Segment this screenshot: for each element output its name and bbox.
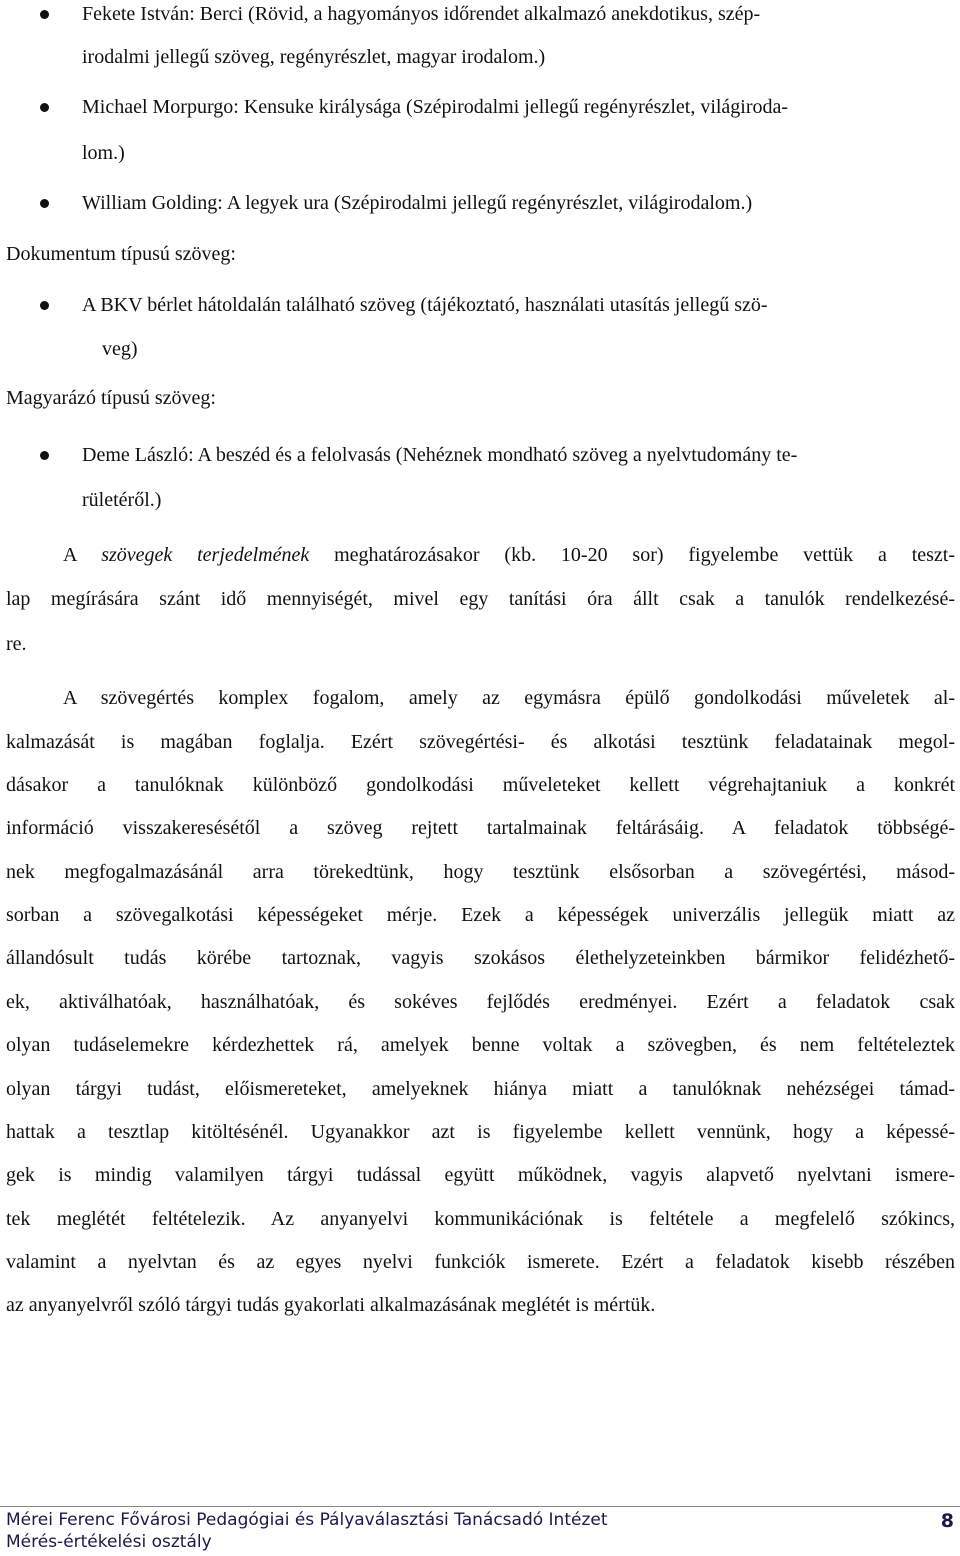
bullet-dot xyxy=(40,10,49,19)
paragraph-length-line3: re. xyxy=(6,633,27,655)
list-item-deme-line2: rületéről.) xyxy=(82,489,162,511)
paragraph-line: hattak a tesztlap kitöltésénél. Ugyanakkor azt is figyelembe kellett vennünk, hogy a képessé- xyxy=(6,1121,955,1143)
paragraph-line: A szövegértés komplex fogalom, amely az egymásra épülő gondolkodási műveletek al- xyxy=(63,687,955,709)
list-item-bkv-line1: A BKV bérlet hátoldalán található szöveg (tájékoztató, használati utasítás jellegű szö- xyxy=(82,294,768,316)
paragraph-line: dásakor a tanulóknak különböző gondolkodási műveleteket kellett végrehajtaniuk a konkrét xyxy=(6,774,955,796)
paragraph-line: nek megfogalmazásánál arra törekedtünk, hogy tesztünk elsősorban a szövegértési, másod- xyxy=(6,861,955,883)
paragraph-line: valamint a nyelvtan és az egyes nyelvi funkciók ismerete. Ezért a feladatok kisebb részében xyxy=(6,1251,955,1273)
italic-term: szövegek terjedelmének xyxy=(101,544,310,566)
bullet-dot xyxy=(40,103,49,112)
list-item-golding: William Golding: A legyek ura (Szépirodalmi jellegű regényrészlet, világirodalom.) xyxy=(82,192,753,214)
paragraph-line: gek is mindig valamilyen tárgyi tudással együtt működnek, vagyis alapvető nyelvtani ismere- xyxy=(6,1164,955,1186)
list-item-kensuke-line2: lom.) xyxy=(82,142,125,164)
paragraph-line: olyan tudáselemekre kérdezhettek rá, amelyek benne voltak a szövegben, és nem feltételeztek xyxy=(6,1034,955,1056)
list-item-bkv-line2: veg) xyxy=(102,338,138,360)
paragraph-line: állandósult tudás körébe tartoznak, vagyis szokásos élethelyzeteinkben bármikor felidézhető- xyxy=(6,947,955,969)
footer-institution: Mérei Ferenc Fővárosi Pedagógiai és Pályaválasztási Tanácsadó Intézet xyxy=(6,1510,608,1530)
paragraph-line: információ visszakeresésétől a szöveg rejtett tartalmainak feltárásáig. A feladatok többségé- xyxy=(6,817,955,839)
paragraph-line: olyan tárgyi tudást, előismereteket, amelyeknek hiánya miatt a tanulóknak nehézségei támad- xyxy=(6,1078,955,1100)
paragraph-line: ek, aktiválhatóak, használhatóak, és sokéves fejlődés eredményei. Ezért a feladatok csak xyxy=(6,991,955,1013)
list-item-berci-line2: irodalmi jellegű szöveg, regényrészlet, magyar irodalom.) xyxy=(82,46,546,68)
footer-rule xyxy=(0,1506,960,1507)
bullet-dot xyxy=(40,301,49,310)
page-number: 8 xyxy=(940,1510,954,1532)
paragraph-line: kalmazását is magában foglalja. Ezért szövegértési- és alkotási tesztünk feladatainak megol- xyxy=(6,731,955,753)
bullet-dot xyxy=(40,451,49,460)
list-item-berci-line1: Fekete István: Berci (Rövid, a hagyományos időrendet alkalmazó anekdotikus, szép- xyxy=(82,3,761,25)
paragraph-length-line2: lap megírására szánt idő mennyiségét, mivel egy tanítási óra állt csak a tanulók rendelkezésé- xyxy=(6,588,955,610)
paragraph-line: sorban a szövegalkotási képességeket mérje. Ezek a képességek univerzális jellegük miatt az xyxy=(6,904,955,926)
heading-explanatory-type: Magyarázó típusú szöveg: xyxy=(6,387,216,409)
list-item-deme-line1: Deme László: A beszéd és a felolvasás (Nehéznek mondható szöveg a nyelvtudomány te- xyxy=(82,444,798,466)
heading-document-type: Dokumentum típusú szöveg: xyxy=(6,243,236,265)
bullet-dot xyxy=(40,199,49,208)
paragraph-line: tek meglétét feltételezik. Az anyanyelvi kommunikációnak is feltétele a megfelelő szókincs, xyxy=(6,1208,955,1230)
list-item-kensuke-line1: Michael Morpurgo: Kensuke királysága (Szépirodalmi jellegű regényrészlet, világiroda- xyxy=(82,96,789,118)
paragraph-line-last: az anyanyelvről szóló tárgyi tudás gyakorlati alkalmazásának meglétét is mértük. xyxy=(6,1294,656,1316)
footer-department: Mérés-értékelési osztály xyxy=(6,1532,212,1552)
paragraph-length-line1: A szövegek terjedelmének meghatározásakor (kb. 10-20 sor) figyelembe vettük a teszt- xyxy=(63,544,956,566)
